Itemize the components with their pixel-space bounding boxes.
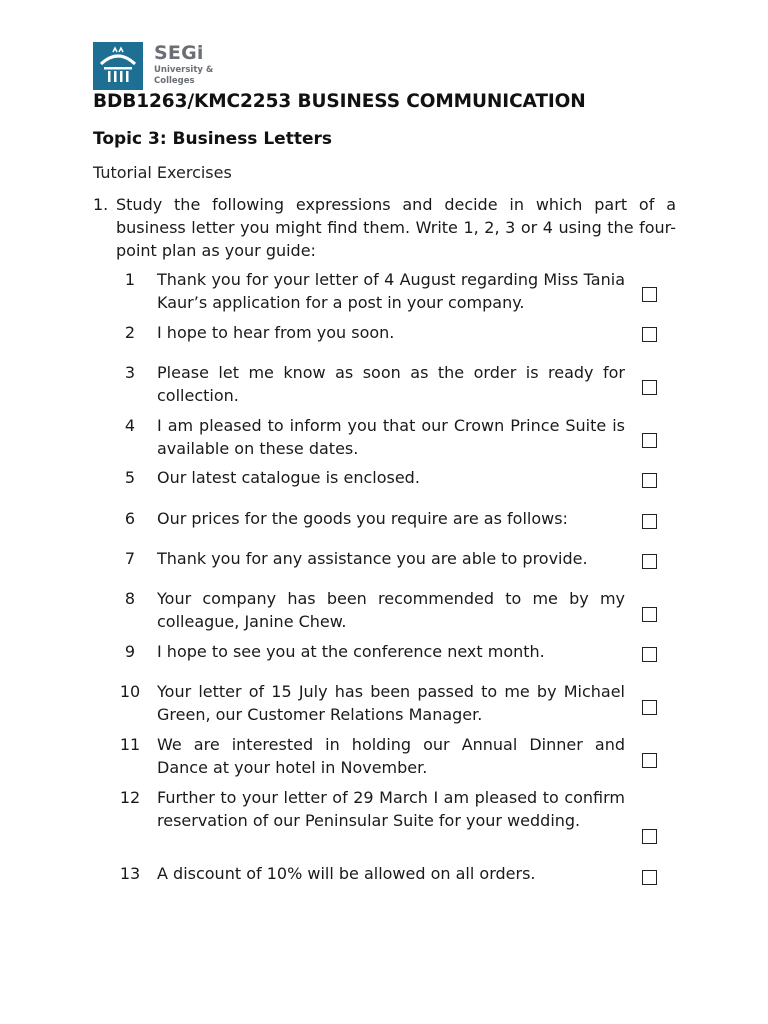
item-number: 6 [124,509,136,528]
answer-checkbox[interactable] [642,473,657,488]
item-number: 5 [124,468,136,487]
item-text: We are interested in holding our Annual Dinner and Dance at your hotel in November. [157,735,625,777]
answer-checkbox[interactable] [642,870,657,885]
segi-logo [93,42,223,90]
logo-name: SEGi [154,42,204,64]
item-number: 11 [119,735,141,754]
answer-checkbox[interactable] [642,753,657,768]
item-number: 1 [124,270,136,289]
item-number: 12 [119,788,141,807]
segi-building-icon [93,42,143,90]
item-text: Your company has been recommended to me by my colleague, Janine Chew. [157,589,625,631]
item-number: 7 [124,549,136,568]
item-text: Please let me know as soon as the order is ready for collection. [157,363,625,405]
answer-checkbox[interactable] [642,829,657,844]
item-number: 10 [119,682,141,701]
item-text: Our latest catalogue is enclosed. [157,468,420,487]
item-number: 4 [124,416,136,435]
question-number: 1. [93,195,109,214]
answer-checkbox[interactable] [642,327,657,342]
answer-checkbox[interactable] [642,700,657,715]
logo-subtitle [154,65,224,87]
item-text: A discount of 10% will be allowed on all orders. [157,864,536,883]
item-text: Thank you for your letter of 4 August regarding Miss Tania Kaur’s application for a post in your company. [157,270,625,312]
item-text: Our prices for the goods you require are as follows: [157,509,568,528]
answer-checkbox[interactable] [642,647,657,662]
question-text: Study the following expressions and decide in which part of a business letter you might find them. Write 1, 2, 3 or 4 using the four-point plan as your guide: [116,195,676,260]
answer-checkbox[interactable] [642,433,657,448]
item-number: 3 [124,363,136,382]
answer-checkbox[interactable] [642,287,657,302]
section-label: Tutorial Exercises [93,163,232,182]
item-number: 2 [124,323,136,342]
item-number: 9 [124,642,136,661]
item-text: I hope to see you at the conference next month. [157,642,545,661]
item-number: 13 [119,864,141,883]
logo-subtitle-line1: University & [154,65,214,75]
answer-checkbox[interactable] [642,607,657,622]
item-text: Further to your letter of 29 March I am pleased to confirm reservation of our Peninsular Suite for your wedding. [157,788,625,830]
item-text: I hope to hear from you soon. [157,323,395,342]
answer-checkbox[interactable] [642,514,657,529]
course-title: BDB1263/KMC2253 BUSINESS COMMUNICATION [93,91,586,112]
item-number: 8 [124,589,136,608]
answer-checkbox[interactable] [642,554,657,569]
item-text: Thank you for any assistance you are able to provide. [157,549,588,568]
item-text: Your letter of 15 July has been passed to me by Michael Green, our Customer Relations Manager. [157,682,625,724]
topic-title: Topic 3: Business Letters [93,129,332,149]
answer-checkbox[interactable] [642,380,657,395]
item-text: I am pleased to inform you that our Crown Prince Suite is available on these dates. [157,416,625,458]
logo-subtitle-line2: Colleges [154,76,195,86]
